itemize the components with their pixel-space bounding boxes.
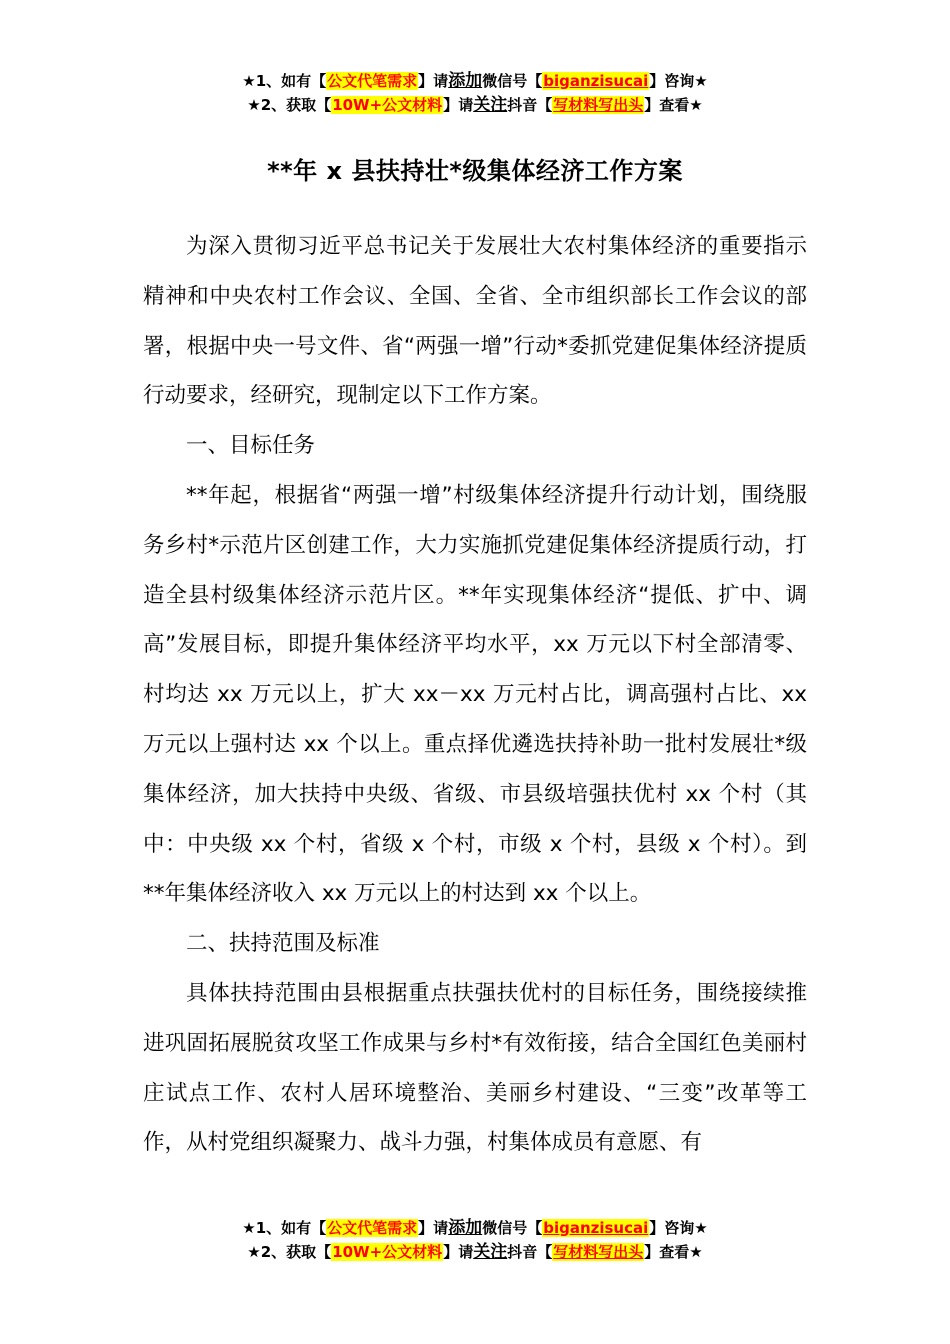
banner-text: 】请 [418, 72, 449, 90]
paragraph-targets: **年起，根据省“两强一增”村级集体经济提升行动计划，围绕服务乡村*示范片区创建工作，大力实施抓党建促集体经济提质行动，打造全县村级集体经济示范片区。**年实现集体经济“提低、扩中、调高”发展目标，即提升集体经济平均水平，xx 万元以下村全部清零、村均达 xx 万元以上，扩大 xx－xx 万元村占比，调高强村占比、xx 万元以上强村达 xx 个以上。重点择优遴选扶持补助一批村发展壮*级集体经济，加大扶持中央级、省级、市县级培强扶优村 xx 个村（其中：中央级 xx 个村，省级 x 个村，市级 x 个村，县级 x 个村）。到**年集体经济收入 xx 万元以上的村达到 xx 个以上。 [143, 482, 807, 907]
document-body [143, 222, 807, 1168]
douyin-account-link[interactable]: 写材料写出头 [553, 96, 644, 114]
banner-text: ★1、如有【 [242, 72, 327, 90]
banner-text: 抖音【 [507, 1243, 553, 1261]
paragraph-intro: 为深入贯彻习近平总书记关于发展壮大农村集体经济的重要指示精神和中央农村工作会议、全国、全省、全市组织部长工作会议的部署，根据中央一号文件、省“两强一增”行动*委抓党建促集体经济提质行动要求，经研究，现制定以下工作方案。 [143, 234, 807, 409]
banner-highlight: 10W+公文材料 [332, 96, 443, 114]
banner-text: 微信号【 [482, 1219, 543, 1237]
banner-line-1 [0, 69, 950, 93]
banner-text: ★1、如有【 [242, 1219, 327, 1237]
banner-highlight: 公文代笔需求 [327, 72, 418, 90]
banner-text: 】请 [443, 1243, 474, 1261]
section-heading-1: 一、目标任务 [186, 433, 316, 459]
paragraph-scope: 具体扶持范围由县根据重点扶强扶优村的目标任务，围绕接续推进巩固拓展脱贫攻坚工作成果与乡村*有效衔接，结合全国红色美丽村庄试点工作、农村人居环境整治、美丽乡村建设、“三变”改革等工作，从村党组织凝聚力、战斗力强，村集体成员有意愿、有 [143, 980, 807, 1156]
banner-text: 抖音【 [507, 96, 553, 114]
douyin-account-link[interactable]: 写材料写出头 [553, 1243, 644, 1261]
banner-line-1 [0, 1216, 950, 1240]
banner-text: 微信号【 [482, 72, 543, 90]
banner-line-2 [0, 1240, 950, 1264]
wechat-id-link[interactable]: biganzisucai [543, 72, 649, 90]
banner-emphasis: 添加 [448, 1218, 483, 1238]
banner-text: 】查看★ [644, 1243, 703, 1261]
banner-emphasis: 关注 [473, 95, 508, 115]
wechat-id-link[interactable]: biganzisucai [543, 1219, 649, 1237]
banner-highlight: 10W+公文材料 [332, 1243, 443, 1261]
banner-highlight: 公文代笔需求 [327, 1219, 418, 1237]
bottom-banner [0, 1216, 950, 1264]
document-title: **年 x 县扶持壮*级集体经济工作方案 [267, 157, 683, 185]
banner-text: 】查看★ [644, 96, 703, 114]
banner-line-2 [0, 93, 950, 117]
top-banner [0, 69, 950, 117]
banner-text: 】请 [443, 96, 474, 114]
banner-text: 】咨询★ [649, 72, 708, 90]
banner-text: ★2、获取【 [247, 1243, 332, 1261]
banner-text: ★2、获取【 [247, 96, 332, 114]
section-heading-2: 二、扶持范围及标准 [186, 931, 380, 957]
banner-emphasis: 添加 [448, 71, 483, 91]
banner-text: 】请 [418, 1219, 449, 1237]
banner-emphasis: 关注 [473, 1242, 508, 1262]
banner-text: 】咨询★ [649, 1219, 708, 1237]
